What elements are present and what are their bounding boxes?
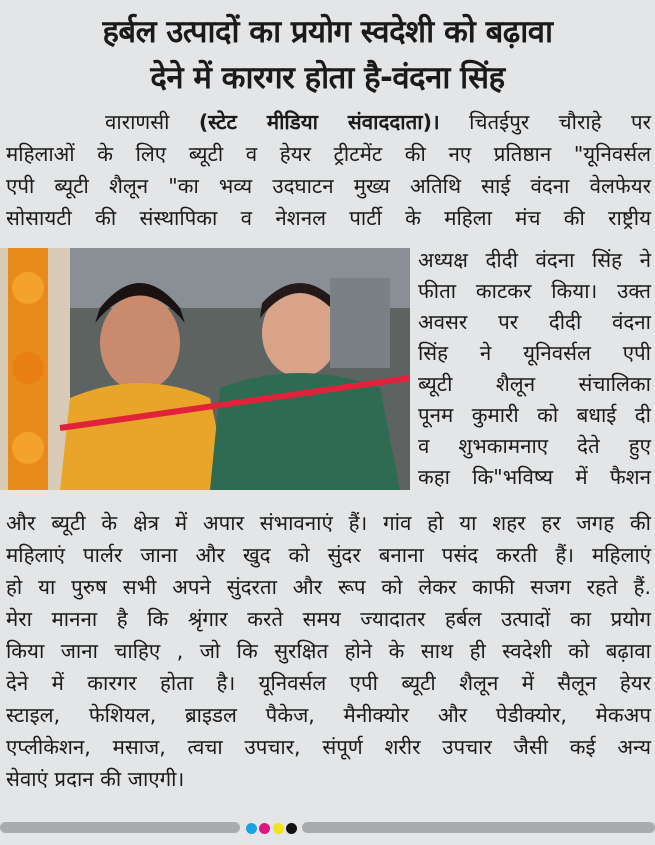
body-line: पूनम कुमारी को बधाई दी — [418, 403, 651, 427]
body-line: स्टाइल, फेशियल, ब्राइडल पैकेज, मैनीक्योर और पेडीक्योर, मेकअप — [6, 703, 651, 727]
body-line: ब्यूटी शैलून संचालिका — [418, 372, 651, 396]
body-line: सेवाएं प्रदान की जाएगी। — [6, 767, 185, 791]
body-line: व शुभकामनाए देते हुए — [418, 434, 651, 458]
body-line: एपी ब्यूटी शैलून "का भव्य उदघाटन मुख्य अतिथि साई वंदना वेलफेयर — [6, 174, 651, 198]
article-dateline-line — [105, 107, 651, 138]
ribbon-cutting-photo — [0, 248, 410, 490]
footer-rule-right — [302, 822, 655, 833]
body-line: चितईपुर चौराहे पर — [469, 110, 652, 134]
headline-line-1: हर्बल उत्पादों का प्रयोग स्वदेशी को बढ़ावा — [102, 14, 553, 50]
body-line: एप्लीकेशन, मसाज, त्वचा उपचार, संपूर्ण शरीर उपचार जैसी कई अन्य — [6, 735, 651, 759]
body-line: महिलाएं पार्लर जाना और खुद को सुंदर बनाना पसंद करती हैं। महिलाएं — [6, 543, 651, 567]
body-line: देने में कारगर होता है। यूनिवर्सल एपी ब्यूटी शैलून में सैलून हेयर — [6, 671, 651, 695]
footer-rule-left — [0, 822, 240, 833]
body-line: हो या पुरुष सभी अपने सुंदरता और रूप को लेकर काफी सजग रहते हैं. — [6, 575, 651, 599]
body-line: फीता काटकर किया। उक्त — [418, 279, 651, 303]
body-line: और ब्यूटी के क्षेत्र में अपार संभावनाएं हैं। गांव हो या शहर हर जगह की — [6, 511, 651, 535]
cyan-register-dot — [246, 823, 257, 834]
black-register-dot — [286, 823, 297, 834]
body-line: महिलाओं के लिए ब्यूटी व हेयर ट्रीटमेंट की नए प्रतिष्ठान "यूनिवर्सल — [6, 142, 651, 166]
dateline-source: (स्टेट मीडिया संवाददाता)। — [198, 110, 440, 134]
headline-line-2: देने में कारगर होता है-वंदना सिंह — [150, 60, 505, 96]
body-line: सिंह ने यूनिवर्सल एपी — [418, 341, 651, 365]
body-line: अवसर पर दीदी वंदना — [418, 310, 651, 334]
dateline-city: वाराणसी — [105, 110, 170, 134]
body-line: कहा कि"भविष्य में फैशन — [418, 465, 651, 489]
body-line: अध्यक्ष दीदी वंदना सिंह ने — [418, 248, 651, 272]
body-line: किया जाना चाहिए , जो कि सुरक्षित होने के साथ ही स्वदेशी को बढ़ावा — [6, 639, 651, 663]
body-line: मेरा मानना है कि श्रृंगार करते समय ज्यादातर हर्बल उत्पादों का प्रयोग — [6, 607, 651, 631]
body-line: सोसायटी की संस्थापिका व नेशनल पार्टी के महिला मंच की राष्ट्रीय — [6, 206, 651, 230]
magenta-register-dot — [259, 823, 270, 834]
yellow-register-dot — [273, 823, 284, 834]
